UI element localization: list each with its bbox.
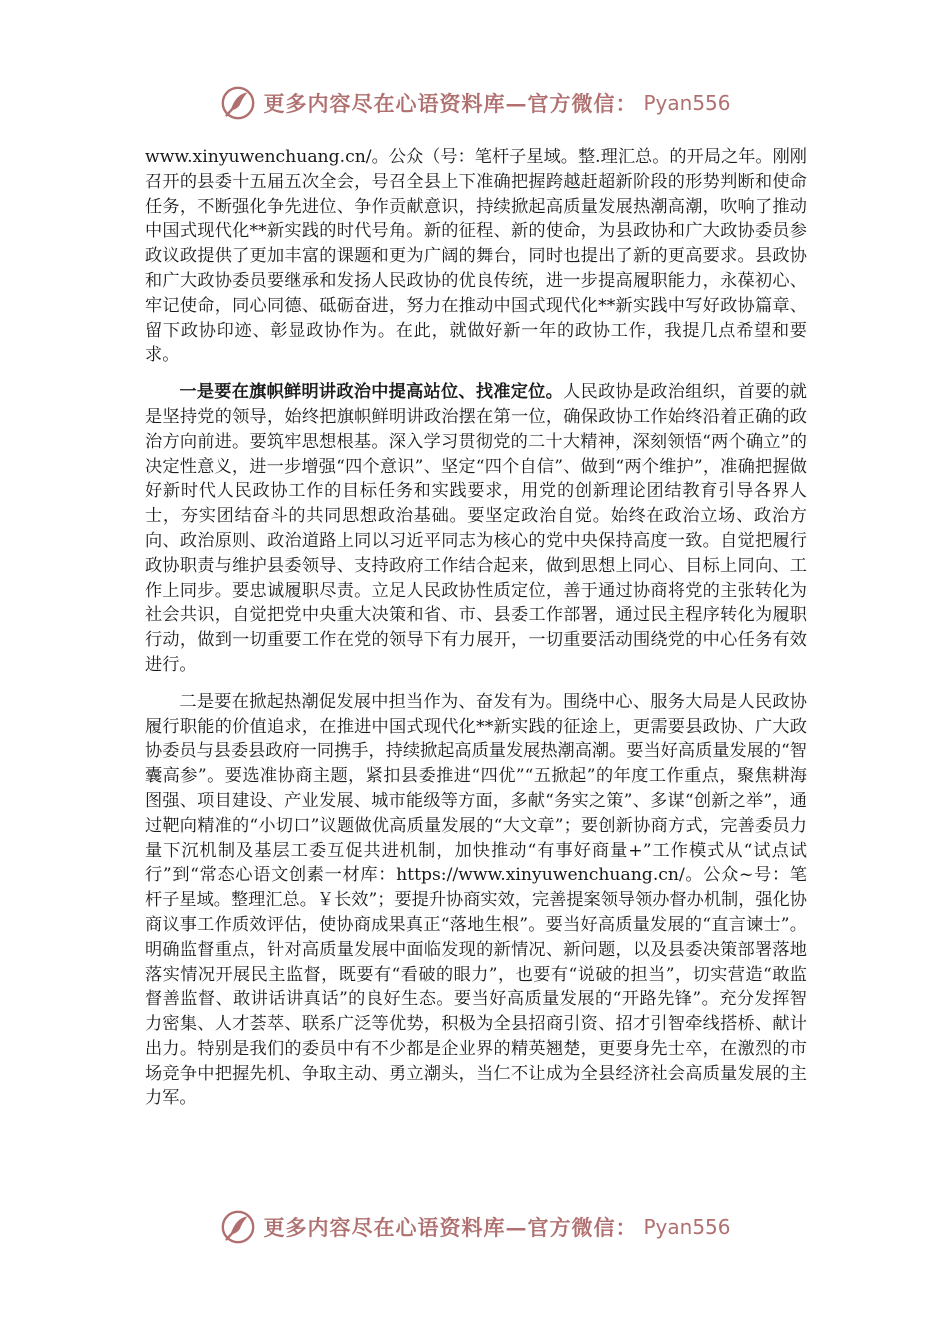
paragraph-body: www.xinyuwenchuang.cn/。公众（号：笔杆子星域。整.理汇总。的开局之年。刚刚召开的县委十五届五次全会，号召全县上下准确把握跨越赶超新阶段的形势判断和使命任务，不断强化争先进位、争作贡献意识，持续掀起高质量发展热潮高潮，吹响了推动中国式现代化**新实践的时代号角。新的征程、新的使命，为县政协和广大政协委员参政议政提供了更加丰富的课题和更为广阔的舞台，同时也提出了新的更高要求。县政协和广大政协委员要继承和发扬人民政协的优良传统，进一步提高履职能力，永葆初心、牢记使命，同心同德、砥砺奋进，努力在推动中国式现代化**新实践中写好政协篇章、留下政协印迹、彰显政协作为。在此，就做好新一年的政协工作，我提几点希望和要求。 (145, 147, 807, 366)
paragraph-lead: 一是要在旗帜鲜明讲政治中提高站位、找准定位。 (179, 382, 564, 403)
document-body (145, 145, 807, 1123)
footer-watermark (0, 1208, 950, 1246)
watermark-wechat-id: Pyan556 (643, 91, 731, 115)
watermark-text: 更多内容尽在心语资料库—官方微信： (263, 91, 638, 116)
brand-logo-icon (219, 1208, 257, 1246)
paragraph-point-two (145, 690, 807, 1112)
paragraph-intro (145, 145, 807, 368)
paragraph-body: 人民政协是政治组织，首要的就是坚持党的领导，始终把旗帜鲜明讲政治摆在第一位，确保政协工作始终沿着正确的政治方向前进。要筑牢思想根基。深入学习贯彻党的二十大精神，深刻领悟“两个确立”的决定性意义，进一步增强“四个意识”、坚定“四个自信”、做到“两个维护”，准确把握做好新时代人民政协工作的目标任务和实践要求，用党的创新理论团结教育引导各界人士，夯实团结奋斗的共同思想政治基础。要坚定政治自觉。始终在政治立场、政治方向、政治原则、政治道路上同以习近平同志为核心的党中央保持高度一致。自觉把履行政协职责与维护县委领导、支持政府工作结合起来，做到思想上同心、目标上同向、工作上同步。要忠诚履职尽责。立足人民政协性质定位，善于通过协商将党的主张转化为社会共识，自觉把党中央重大决策和省、市、县委工作部署，通过民主程序转化为履职行动，做到一切重要工作在党的领导下有力展开，一切重要活动围绕党的中心任务有效进行。 (145, 382, 807, 675)
brand-logo-icon (219, 84, 257, 122)
header-watermark (0, 84, 950, 122)
paragraph-body: 二是要在掀起热潮促发展中担当作为、奋发有为。围绕中心、服务大局是人民政协履行职能的价值追求，在推进中国式现代化**新实践的征途上，更需要县政协、广大政协委员与县委县政府一同携手，持续掀起高质量发展热潮高潮。要当好高质量发展的“智囊高参”。要选准协商主题，紧扣县委推进“四优”“五掀起”的年度工作重点，聚焦耕海图强、项目建设、产业发展、城市能级等方面，多献“务实之策”、多谋“创新之举”，通过靶向精准的“小切口”议题做优高质量发展的“大文章”；要创新协商方式，完善委员力量下沉机制及基层工委互促共进机制，加快推动“有事好商量+”工作模式从“试点试行”到“常态心语文创素一材库：https://www.xinyuwenchuang.cn/。公众~号：笔杆子星域。整理汇总。￥长效”；要提升协商实效，完善提案领导领办督办机制，强化协商议事工作质效评估，使协商成果真正“落地生根”。要当好高质量发展的“直言谏士”。明确监督重点，针对高质量发展中面临发现的新情况、新问题，以及县委决策部署落地落实情况开展民主监督，既要有“看破的眼力”，也要有“说破的担当”，切实营造“敢监督善监督、敢讲话讲真话”的良好生态。要当好高质量发展的“开路先锋”。充分发挥智力密集、人才荟萃、联系广泛等优势，积极为全县招商引资、招才引智牵线搭桥、献计出力。特别是我们的委员中有不少都是企业界的精英翘楚，更要身先士卒，在激烈的市场竞争中把握先机、争取主动、勇立潮头，当仁不让成为全县经济社会高质量发展的主力军。 (145, 691, 807, 1109)
watermark-text: 更多内容尽在心语资料库—官方微信： (263, 1215, 638, 1240)
watermark-wechat-id: Pyan556 (643, 1215, 731, 1239)
paragraph-point-one (145, 380, 807, 678)
